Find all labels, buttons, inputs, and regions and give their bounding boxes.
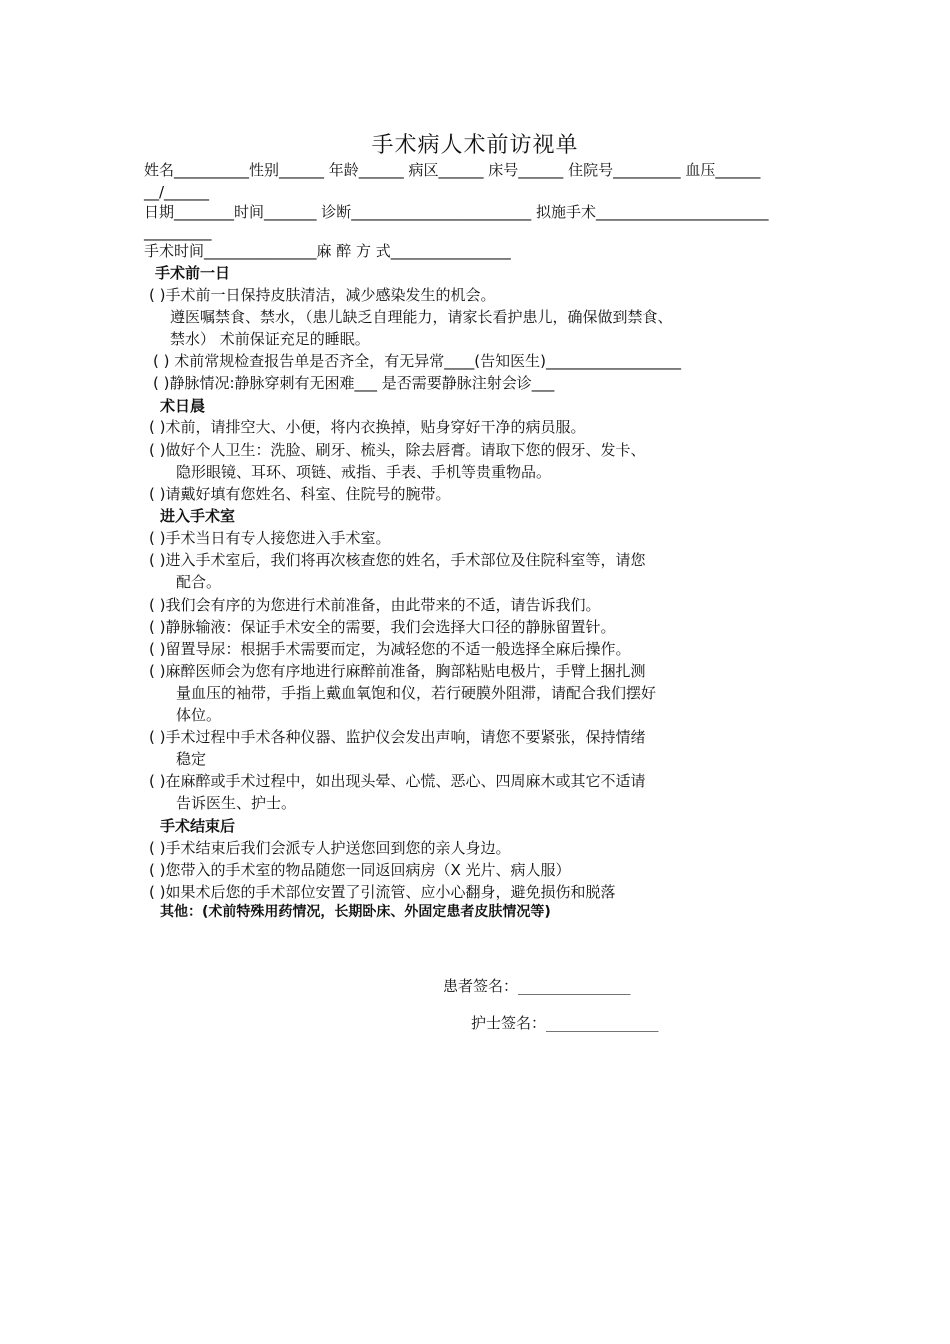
- list-item-cont: 禁水） 术前保证充足的睡眠。: [170, 330, 370, 348]
- patient-info-line-1: 姓名__________性别______ 年龄______ 病区______ 床号______ 住院号_________ 血压______: [144, 161, 761, 179]
- list-item: ( )手术过程中手术各种仪器、监护仪会发出声响，请您不要紧张，保持情绪: [149, 728, 646, 746]
- list-item-cont: 告诉医生、护士。: [176, 794, 297, 812]
- list-item: ( )我们会有序的为您进行术前准备，由此带来的不适，请告诉我们。: [149, 596, 601, 614]
- list-item: ( )静脉情况:静脉穿刺有无困难___ 是否需要静脉注射会诊___: [153, 374, 555, 392]
- section-morning: 术日晨: [160, 397, 206, 415]
- list-item-cont: 稳定: [176, 750, 207, 768]
- list-item: ( ) 术前常规检查报告单是否齐全，有无异常____(告知医生)__________________: [153, 352, 681, 370]
- section-enter-or: 进入手术室: [160, 507, 236, 525]
- list-item: ( )做好个人卫生：洗脸、刷牙、梳头，除去唇膏。请取下您的假牙、发卡、: [149, 441, 646, 459]
- list-item-cont: 量血压的袖带，手指上戴血氧饱和仪，若行硬膜外阻滞，请配合我们摆好: [176, 684, 657, 702]
- list-item: ( )手术前一日保持皮肤清洁，减少感染发生的机会。: [149, 286, 496, 304]
- list-item: ( )术前，请排空大、小便，将内衣换掉，贴身穿好干净的病员服。: [149, 418, 586, 436]
- nurse-signature-line: 护士签名：_______________: [471, 1014, 659, 1032]
- list-item: ( )在麻醉或手术过程中，如出现头晕、心慌、恶心、四周麻木或其它不适请: [149, 772, 646, 790]
- patient-info-line-2: 日期________时间_______ 诊断________________________ 拟施手术_______________________: [144, 203, 769, 221]
- list-item: ( )手术当日有专人接您进入手术室。: [149, 529, 391, 547]
- list-item: ( )手术结束后我们会派专人护送您回到您的亲人身边。: [149, 839, 511, 857]
- list-item: ( )留置导尿：根据手术需要而定，为减轻您的不适一般选择全麻后操作。: [149, 640, 631, 658]
- list-item-cont: 体位。: [176, 706, 222, 724]
- form-title: 手术病人术前访视单: [371, 133, 579, 158]
- list-item: ( )请戴好填有您姓名、科室、住院号的腕带。: [149, 485, 451, 503]
- list-item: ( )进入手术室后，我们将再次核查您的姓名，手术部位及住院科室等，请您: [149, 551, 646, 569]
- section-after-surgery: 手术结束后: [160, 817, 236, 835]
- list-item: ( )如果术后您的手术部位安置了引流管、应小心翻身，避免损伤和脱落: [149, 883, 616, 901]
- list-item-cont: 遵医嘱禁食、禁水，（患儿缺乏自理能力，请家长看护患儿，确保做到禁食、: [170, 308, 673, 326]
- patient-info-line-2-cont: _________: [144, 223, 212, 241]
- list-item: ( )您带入的手术室的物品随您一同返回病房（X 光片、病人服）: [149, 861, 571, 879]
- patient-signature-line: 患者签名：_______________: [443, 977, 631, 995]
- list-item-cont: 配合。: [176, 573, 222, 591]
- list-item: ( )静脉输液：保证手术安全的需要，我们会选择大口径的静脉留置针。: [149, 618, 616, 636]
- section-pre-day: 手术前一日: [155, 264, 231, 282]
- patient-info-line-3: 手术时间_______________麻 醉 方 式________________: [144, 242, 511, 260]
- other-notes: 其他：(术前特殊用药情况，长期卧床、外固定患者皮肤情况等): [160, 904, 551, 920]
- list-item: ( )麻醉医师会为您有序地进行麻醉前准备，胸部粘贴电极片，手臂上捆扎测: [149, 662, 646, 680]
- patient-info-line-1-cont: __/______: [144, 183, 210, 201]
- list-item-cont: 隐形眼镜、耳环、项链、戒指、手表、手机等贵重物品。: [176, 463, 552, 481]
